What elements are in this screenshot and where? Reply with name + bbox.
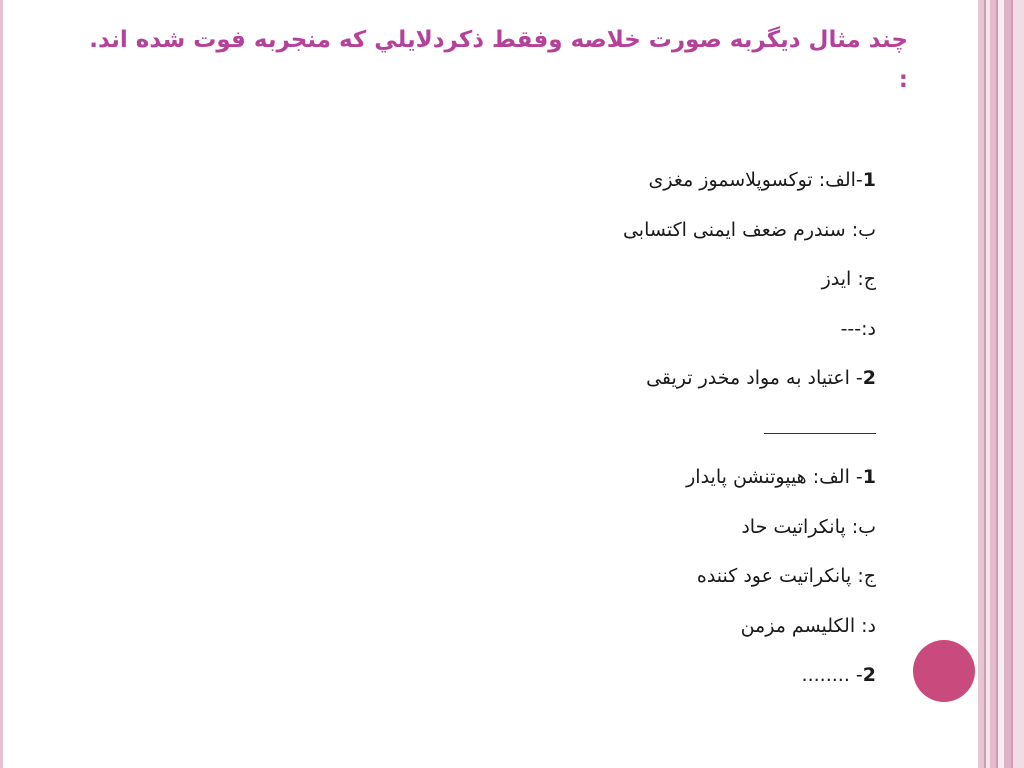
- item-text: ج: پانکراتیت عود کننده: [696, 565, 876, 587]
- slide-title-colon: :: [898, 67, 908, 93]
- divider-row: [256, 408, 876, 458]
- item-text: ج: ایدز: [821, 268, 876, 290]
- list-item: [256, 606, 876, 656]
- slide-title: [48, 18, 908, 98]
- slide-title-text: چند مثال ديگربه صورت خلاصه وفقط ذكردلايلي كه منجربه فوت شده اند.: [89, 27, 908, 53]
- list-item: [256, 210, 876, 260]
- item-text: د: الکلیسم مزمن: [740, 614, 876, 637]
- item-text: - اعتیاد به مواد مخدر تریقی: [646, 367, 863, 389]
- item-text: - ........: [801, 664, 863, 686]
- list-item: [256, 160, 876, 210]
- right-border-line: [1011, 0, 1013, 768]
- item-number: 2: [862, 367, 876, 389]
- list-item: [256, 358, 876, 408]
- list-item: [256, 259, 876, 309]
- item-text: - الف: هیپوتنشن پایدار: [686, 466, 863, 488]
- section-divider: [764, 433, 876, 434]
- right-border-stripe: [1013, 0, 1024, 768]
- item-text: د:---: [840, 317, 876, 340]
- list-item: [256, 309, 876, 359]
- item-number: 1: [862, 169, 876, 191]
- decorative-circle: [913, 640, 975, 702]
- item-text: -الف: توکسوپلاسموز مغزی: [648, 169, 863, 191]
- item-number: 2: [862, 664, 876, 686]
- slide-content: [256, 160, 876, 705]
- right-border-line: [984, 0, 986, 768]
- right-border-line: [996, 0, 998, 768]
- item-text: ب: پانکراتیت حاد: [741, 515, 876, 538]
- left-border: [0, 0, 3, 768]
- list-item: [256, 457, 876, 507]
- item-text: ب: سندرم ضعف ایمنی اکتسابی: [622, 218, 876, 241]
- list-item: [256, 655, 876, 705]
- list-item: [256, 507, 876, 557]
- item-number: 1: [862, 466, 876, 488]
- list-item: [256, 556, 876, 606]
